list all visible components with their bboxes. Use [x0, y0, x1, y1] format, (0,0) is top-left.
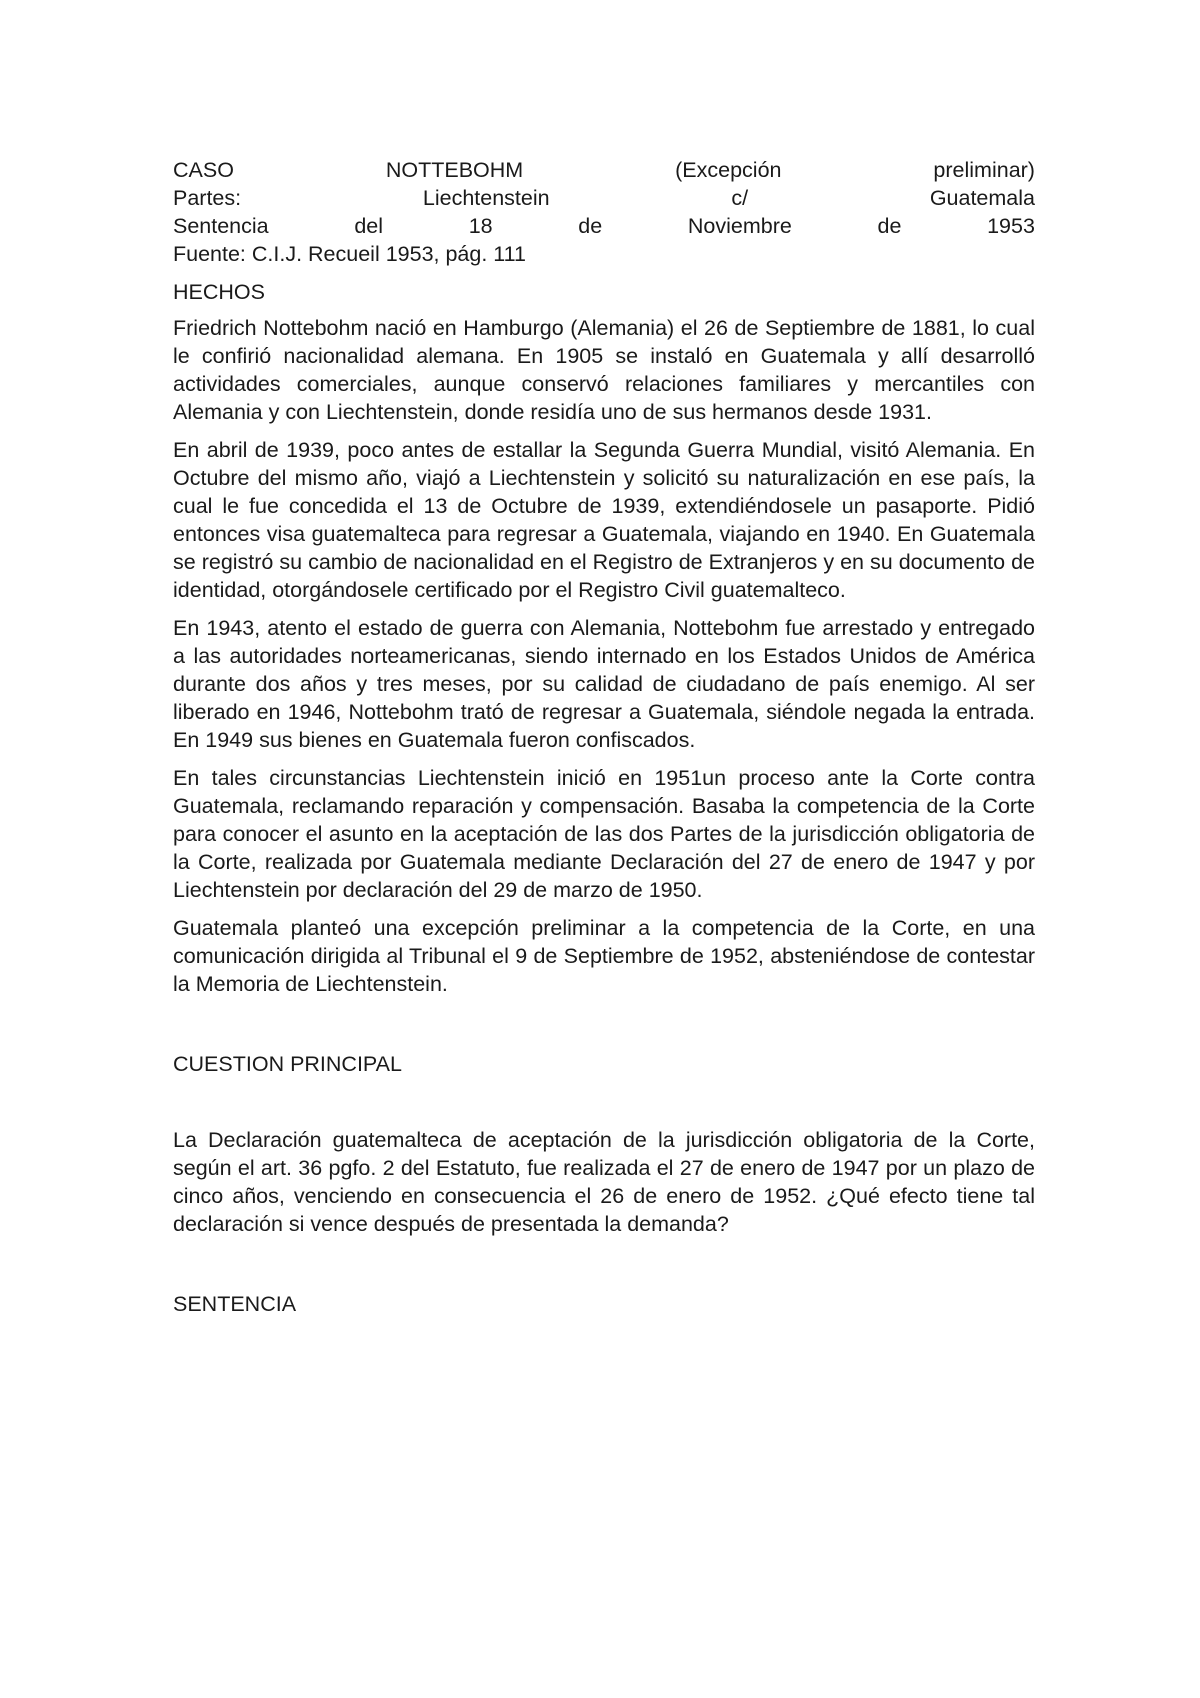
date-word-1: Sentencia — [173, 214, 269, 238]
judgment-date-line — [173, 212, 1035, 240]
date-word-7: 1953 — [987, 214, 1035, 238]
case-name: NOTTEBOHM — [385, 158, 524, 182]
date-word-6: de — [877, 214, 902, 238]
spacer — [173, 1248, 1035, 1290]
hechos-heading: HECHOS — [173, 280, 265, 304]
source-line: Fuente: C.I.J. Recueil 1953, pág. 111 — [173, 242, 526, 266]
case-word: CASO — [173, 158, 234, 182]
cuestion-heading: CUESTION PRINCIPAL — [173, 1052, 402, 1076]
hechos-paragraph-1: Friedrich Nottebohm nació en Hamburgo (Alemania) el 26 de Septiembre de 1881, lo cual le confirió nacionalidad alemana. En 1905 se instaló en Guatemala y allí desarrolló actividades comerciales, aunque conservó relaciones familiares y mercantiles con Alemania y con Liechtenstein, donde residía uno de sus hermanos desde 1931. — [173, 316, 1035, 424]
date-word-4: de — [578, 214, 603, 238]
date-word-5: Noviembre — [687, 214, 792, 238]
party-separator: c/ — [731, 186, 749, 210]
party-respondent: Guatemala — [929, 186, 1035, 210]
parties-line — [173, 184, 1035, 212]
spacer — [173, 1008, 1035, 1050]
hechos-paragraph-4: En tales circunstancias Liechtenstein inició en 1951un proceso ante la Corte contra Guatemala, reclamando reparación y compensación. Basaba la competencia de la Corte para conocer el asunto en la aceptación de las dos Partes de la jurisdicción obligatoria de la Corte, realizada por Guatemala mediante Declaración del 27 de enero de 1947 y por Liechtenstein por declaración del 29 de marzo de 1950. — [173, 766, 1035, 902]
date-word-2: del — [354, 214, 384, 238]
hechos-paragraph-3: En 1943, atento el estado de guerra con Alemania, Nottebohm fue arrestado y entregado a las autoridades norteamericanas, siendo internado en los Estados Unidos de América durante dos años y tres meses, por su calidad de ciudadano de país enemigo. Al ser liberado en 1946, Nottebohm trató de regresar a Guatemala, siéndole negada la entrada. En 1949 sus bienes en Guatemala fueron confiscados. — [173, 616, 1035, 752]
document-page — [173, 156, 1035, 1318]
case-type-close: preliminar) — [933, 158, 1035, 182]
party-applicant: Liechtenstein — [422, 186, 550, 210]
cuestion-paragraph: La Declaración guatemalteca de aceptación de la jurisdicción obligatoria de la Corte, según el art. 36 pgfo. 2 del Estatuto, fue realizada el 27 de enero de 1947 por un plazo de cinco años, venciendo en consecuencia el 26 de enero de 1952. ¿Qué efecto tiene tal declaración si vence después de presentada la demanda? — [173, 1128, 1035, 1236]
sentencia-heading: SENTENCIA — [173, 1292, 297, 1316]
hechos-paragraph-5: Guatemala planteó una excepción preliminar a la competencia de la Corte, en una comunicación dirigida al Tribunal el 9 de Septiembre de 1952, absteniéndose de contestar la Memoria de Liechtenstein. — [173, 916, 1035, 996]
hechos-paragraph-2: En abril de 1939, poco antes de estallar la Segunda Guerra Mundial, visitó Alemania. En Octubre del mismo año, viajó a Liechtenstein y solicitó su naturalización en ese país, la cual le fue concedida el 13 de Octubre de 1939, extendiéndosele un pasaporte. Pidió entonces visa guatemalteca para regresar a Guatemala, viajando en 1940. En Guatemala se registró su cambio de nacionalidad en el Registro de Extranjeros y en su documento de identidad, otorgándosele certificado por el Registro Civil guatemalteco. — [173, 438, 1035, 602]
case-title-line — [173, 156, 1035, 184]
parties-label: Partes: — [173, 186, 242, 210]
spacer — [173, 1078, 1035, 1126]
case-type-open: (Excepción — [675, 158, 782, 182]
date-word-3: 18 — [468, 214, 493, 238]
